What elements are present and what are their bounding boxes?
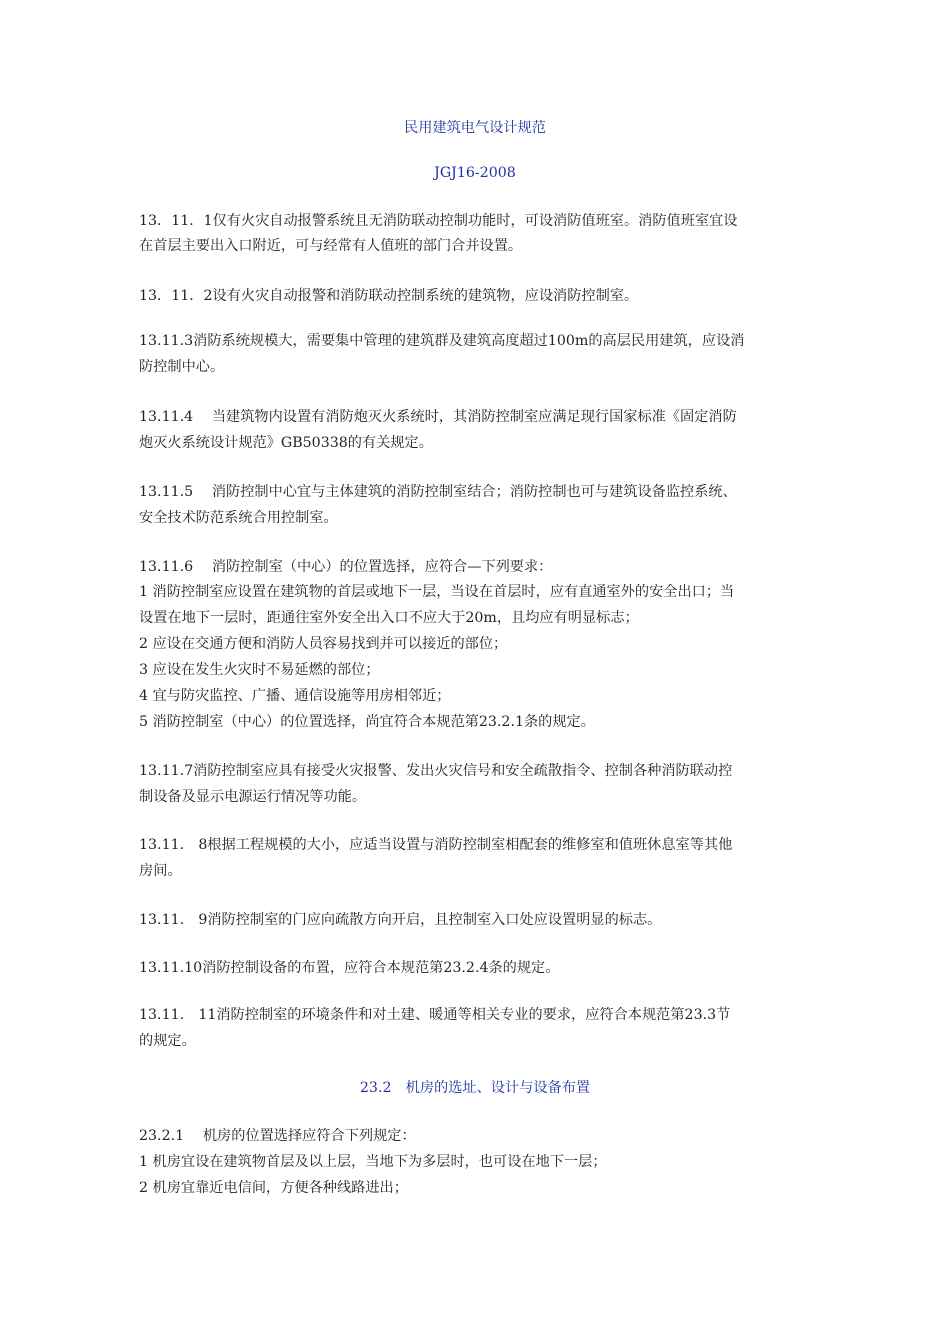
paragraph-line: 的规定。 (139, 1033, 196, 1049)
paragraph-line: 13.11. 9消防控制室的门应向疏散方向开启，且控制室入口处应设置明显的标志。 (139, 912, 662, 928)
list-item: 2 机房宜靠近电信间，方便各种线路进出； (139, 1180, 408, 1196)
paragraph-line: 23.2.1 机房的位置选择应符合下列规定： (139, 1128, 416, 1144)
paragraph-line: 13.11.10消防控制设备的布置，应符合本规范第23.2.4条的规定。 (139, 960, 560, 976)
paragraph-line: 13.11. 8根据工程规模的大小，应适当设置与消防控制室相配套的维修室和值班休息室等其他 (139, 837, 733, 853)
paragraph-line: 13．11．2设有火灾自动报警和消防联动控制系统的建筑物，应设消防控制室。 (139, 288, 639, 304)
paragraph-line: 13.11.7消防控制室应具有接受火灾报警、发出火灾信号和安全疏散指令、控制各种消防联动控 (139, 763, 733, 779)
list-item: 3 应设在发生火灾时不易延燃的部位； (139, 662, 380, 678)
paragraph-line: 防控制中心。 (139, 359, 225, 375)
list-item: 设置在地下一层时，距通往室外安全出入口不应大于20m，且均应有明显标志； (139, 610, 639, 626)
paragraph-line: 制设备及显示电源运行情况等功能。 (139, 789, 367, 805)
list-item: 5 消防控制室（中心）的位置选择，尚宜符合本规范第23.2.1条的规定。 (139, 714, 595, 730)
paragraph-line: 13．11．1仅有火灾自动报警系统且无消防联动控制功能时，可设消防值班室。消防值班室宜设 (139, 213, 738, 229)
list-item: 2 应设在交通方便和消防人员容易找到并可以接近的部位； (139, 636, 508, 652)
paragraph-line: 13.11.4 当建筑物内设置有消防炮灭火系统时，其消防控制室应满足现行国家标准《固定消防 (139, 409, 737, 425)
paragraph-line: 13.11.6 消防控制室（中心）的位置选择，应符合—下列要求： (139, 559, 553, 575)
paragraph-line: 炮灭火系统设计规范》GB50338的有关规定。 (139, 435, 433, 451)
paragraph-line: 13.11.5 消防控制中心宜与主体建筑的消防控制室结合；消防控制也可与建筑设备监控系统、 (139, 484, 737, 500)
paragraph-line: 13.11. 11消防控制室的环境条件和对土建、暖通等相关专业的要求，应符合本规范第23.3节 (139, 1007, 731, 1023)
paragraph-line: 房间。 (139, 863, 182, 879)
paragraph-line: 安全技术防范系统合用控制室。 (139, 510, 338, 526)
paragraph-line: 13.11.3消防系统规模大，需要集中管理的建筑群及建筑高度超过100m的高层民用建筑，应设消 (139, 333, 745, 349)
list-item: 1 机房宜设在建筑物首层及以上层，当地下为多层时，也可设在地下一层； (139, 1154, 607, 1170)
section-heading: 23.2 机房的选址、设计与设备布置 (359, 1080, 591, 1096)
document-code: JGJ16-2008 (434, 165, 516, 181)
document-title: 民用建筑电气设计规范 (404, 120, 546, 136)
list-item: 1 消防控制室应设置在建筑物的首层或地下一层，当设在首层时，应有直通室外的安全出口；当 (139, 584, 735, 600)
paragraph-line: 在首层主要出入口附近，可与经常有人值班的部门合并设置。 (139, 238, 523, 254)
list-item: 4 宜与防灾监控、广播、通信设施等用房相邻近； (139, 688, 451, 704)
